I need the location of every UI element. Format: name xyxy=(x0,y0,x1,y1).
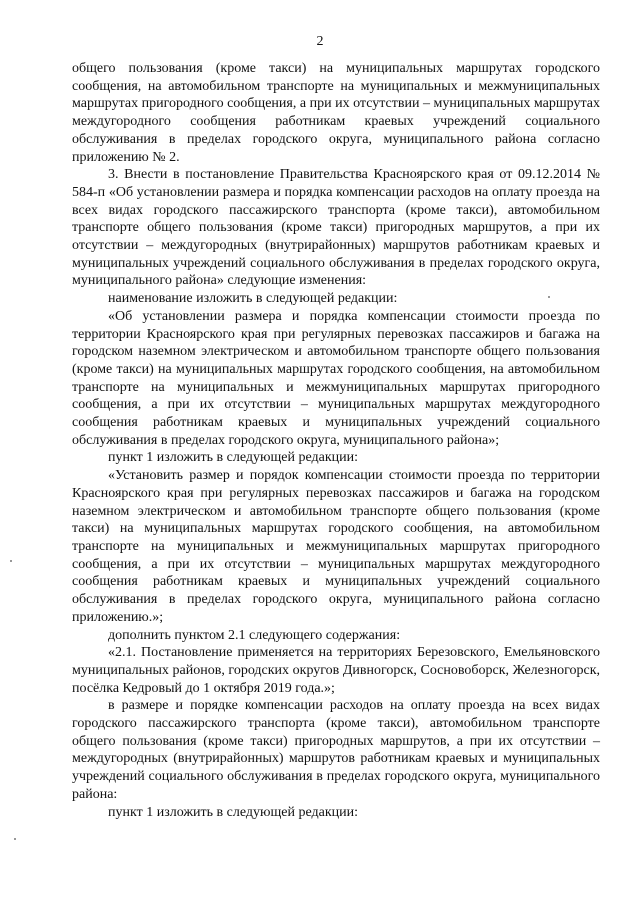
page-number: 2 xyxy=(316,34,324,49)
scan-speck xyxy=(10,560,12,562)
paragraph-size-and-order: в размере и порядке компенсации расходов на оплату проезда на всех видах городского пассажирского транспорта (кроме такси), автомобильном транспорте общего пользования (кроме такси) пригородных маршрутов, а при их отсутствии – междугородных (внутрирайонных) маршрутов работникам краевых и муниципальных учреждений социального обслуживания в пределах городского округа, муниципального района: xyxy=(72,698,600,802)
document-body xyxy=(72,60,600,821)
paragraph-continuation: общего пользования (кроме такси) на муниципальных маршрутах городского сообщения, на автомобильном транспорте на муниципальных и межмуниципальных маршрутах пригородного сообщения, а при их отсутствии – муниципальных маршрутах междугородного сообщения работникам краевых учреждений социального обслуживания в пределах городского округа, муниципального района согласно приложению № 2. xyxy=(72,61,600,165)
paragraph-point-2-1-text: «2.1. Постановление применяется на территориях Березовского, Емельяновского муниципальных районов, городских округов Дивногорск, Сосновоборск, Железногорск, посёлка Кедровый до 1 октября 2019 года.»; xyxy=(72,645,600,696)
paragraph-add-point-2-1: дополнить пунктом 2.1 следующего содержания: xyxy=(108,627,401,643)
scan-speck xyxy=(548,296,550,298)
paragraph-point-1-change: пункт 1 изложить в следующей редакции: xyxy=(108,450,358,466)
paragraph-new-point-1: «Установить размер и порядок компенсации стоимости проезда по территории Красноярского края при регулярных перевозках пассажиров и багажа на городском наземном электрическом и автомобильном транспорте общего пользования (кроме такси) на муниципальных маршрутах городского сообщения, на автомобильном транспорте на муниципальных и межмуниципальных маршрутах пригородного сообщения, а при их отсутствии – муниципальных маршрутах междугородного сообщения работникам краевых и муниципальных учреждений социального обслуживания в пределах городского округа, муниципального района согласно приложению.»; xyxy=(72,468,600,625)
paragraph-new-title: «Об установлении размера и порядка компенсации стоимости проезда по территории Красноярского края при регулярных перевозках пассажиров и багажа на городском наземном электрическом и автомобильном транспорте общего пользования (кроме такси) на муниципальных маршрутах городского сообщения, на автомобильном транспорте на муниципальных и межмуниципальных маршрутах пригородного сообщения, а при их отсутствии – муниципальных маршрутах междугородного сообщения работникам краевых и муниципальных учреждений социального обслуживания в пределах городского округа, муниципального района»; xyxy=(72,308,600,448)
paragraph-point-1-change-2: пункт 1 изложить в следующей редакции: xyxy=(108,804,358,820)
scan-speck xyxy=(14,838,16,840)
paragraph-title-change: наименование изложить в следующей редакции: xyxy=(108,291,398,307)
paragraph-item-3: 3. Внести в постановление Правительства Красноярского края от 09.12.2014 № 584-п «Об установлении размера и порядка компенсации расходов на оплату проезда на всех видах городского пассажирского транспорта (кроме такси), автомобильном транспорте общего пользования (кроме такси) пригородных маршрутов, а при их отсутствии – междугородных (внутрирайонных) маршрутов работникам краевых и муниципальных учреждений социального обслуживания в пределах городского округа, муниципального района» следующие изменения: xyxy=(72,167,600,289)
